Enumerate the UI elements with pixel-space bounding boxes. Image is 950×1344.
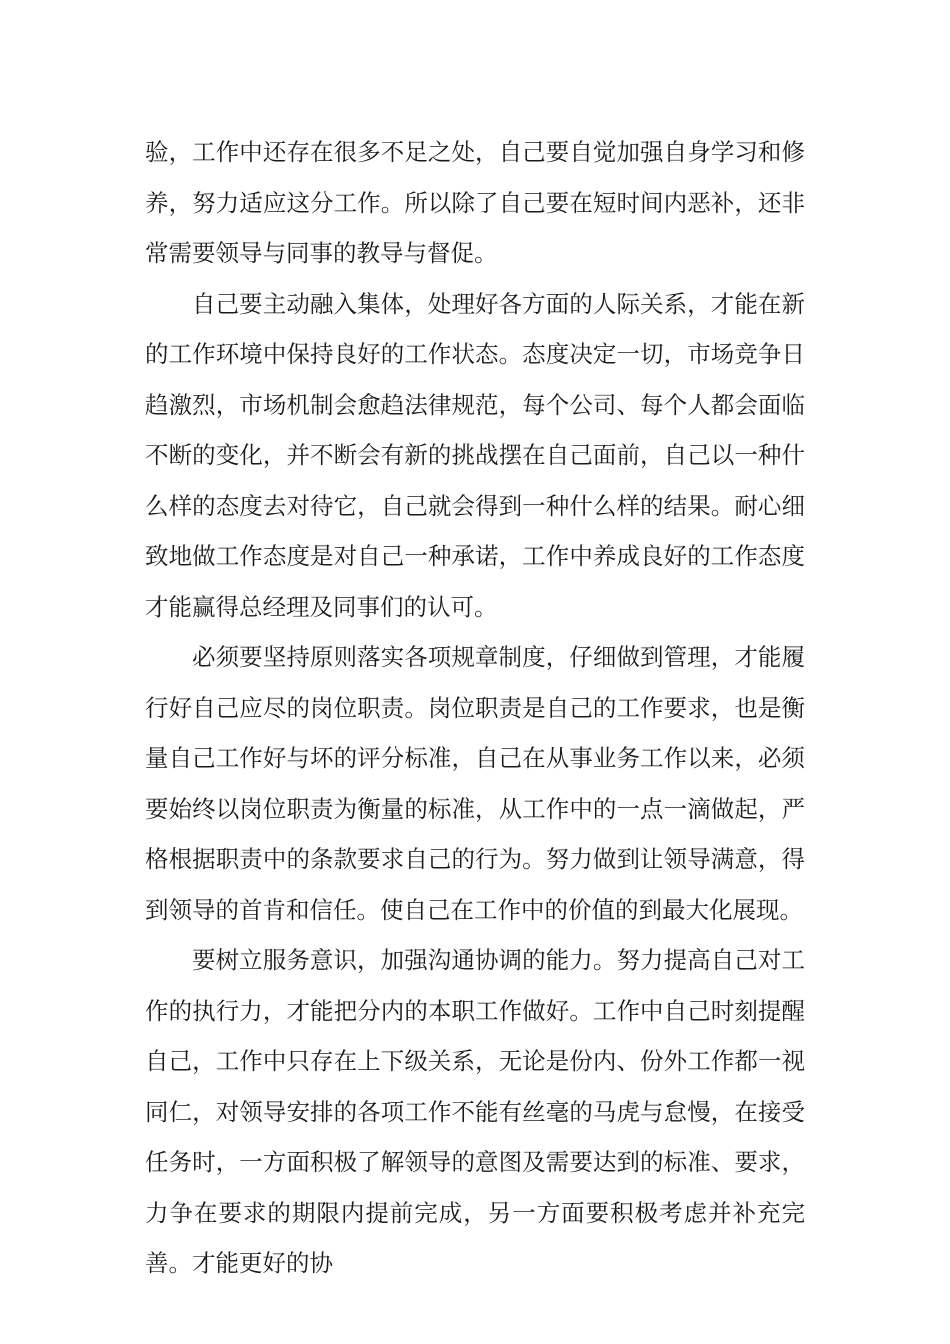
paragraph-3: 必须要坚持原则落实各项规章制度，仔细做到管理，才能履行好自己应尽的岗位职责。岗位职责是自己的工作要求，也是衡量自己工作好与坏的评分标准，自己在从事业务工作以来，必须要始终以岗位职责为衡量的标准，从工作中的一点一滴做起，严格根据职责中的条款要求自己的行为。努力做到让领导满意，得到领导的首肯和信任。使自己在工作中的价值的到最大化展现。 bbox=[145, 643, 805, 924]
paragraph-1: 验，工作中还存在很多不足之处，自己要自觉加强自身学习和修养，努力适应这分工作。所以除了自己要在短时间内恶补，还非常需要领导与同事的教导与督促。 bbox=[145, 138, 805, 267]
document-body bbox=[145, 127, 805, 1289]
paragraph-4: 要树立服务意识，加强沟通协调的能力。努力提高自己对工作的执行力，才能把分内的本职工作做好。工作中自己时刻提醒自己，工作中只存在上下级关系，无论是份内、份外工作都一视同仁，对领导安排的各项工作不能有丝毫的马虎与怠慢，在接受任务时，一方面积极了解领导的意图及需要达到的标准、要求，力争在要求的期限内提前完成，另一方面要积极考虑并补充完善。才能更好的协 bbox=[145, 946, 805, 1277]
paragraph-2: 自己要主动融入集体，处理好各方面的人际关系，才能在新的工作环境中保持良好的工作状态。态度决定一切，市场竞争日趋激烈，市场机制会愈趋法律规范，每个公司、每个人都会面临不断的变化，并不断会有新的挑战摆在自己面前，自己以一种什么样的态度去对待它，自己就会得到一种什么样的结果。耐心细致地做工作态度是对自己一种承诺，工作中养成良好的工作态度才能赢得总经理及同事们的认可。 bbox=[145, 289, 805, 621]
